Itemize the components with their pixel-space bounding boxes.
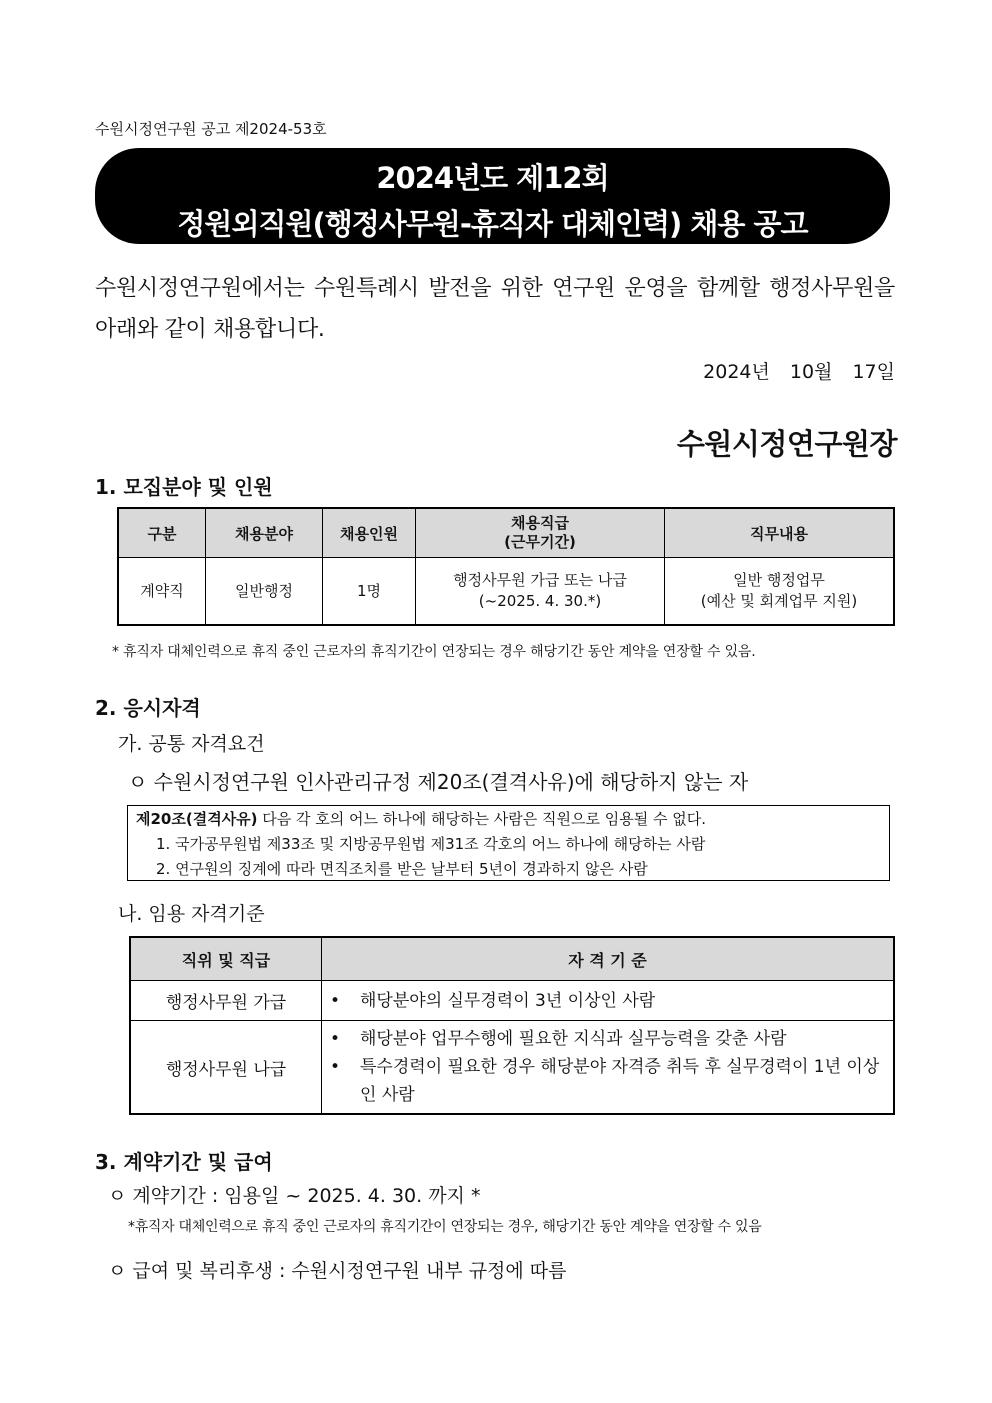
col-duty: 직무내용 [665, 508, 895, 558]
box-item2: 2. 연구원의 징계에 따라 면직조치를 받은 날부터 5년이 경과하지 않은 사람 [156, 860, 648, 878]
section1-heading: 1. 모집분야 및 인원 [95, 475, 273, 499]
notice-number: 수원시정연구원 공고 제2024-53호 [95, 120, 327, 138]
signer: 수원시정연구원장 [676, 427, 897, 461]
col-type: 구분 [118, 508, 206, 558]
col-field: 채용분야 [206, 508, 323, 558]
col-criteria: 자 격 기 준 [322, 937, 895, 981]
recruitment-table [117, 507, 895, 626]
col-period-label: (근무기간) [504, 533, 576, 551]
bullet-text: 해당분야의 실무경력이 3년 이상인 사람 [360, 990, 656, 1011]
bullet-text: 해당분야 업무수행에 필요한 지식과 실무능력을 갖춘 사람 [360, 1029, 787, 1049]
col-count: 채용인원 [323, 508, 416, 558]
table-header-row [130, 937, 894, 981]
cell-criteria [322, 1021, 895, 1115]
cell-duty-text: 일반 행정업무 [733, 571, 825, 589]
sub-heading-a: 가. 공통 자격요건 [118, 733, 265, 755]
salary-benefits: ㅇ 급여 및 복리후생 : 수원시정연구원 내부 규정에 따름 [108, 1260, 567, 1282]
list-item: • 특수경력이 필요한 경우 해당분야 자격증 취득 후 실무경력이 1년 이상인 사람 [330, 1053, 885, 1109]
table-row [130, 1021, 894, 1115]
cell-duty-detail: (예산 및 회계업무 지원) [700, 592, 858, 610]
qualification-table [129, 936, 895, 1115]
cell-period-text: (~2025. 4. 30.*) [478, 592, 602, 610]
section3-heading: 3. 계약기간 및 급여 [95, 1150, 273, 1174]
box-title: 제20조(결격사유) [136, 810, 258, 828]
cell-grade-text: 행정사무원 가급 또는 나급 [453, 571, 627, 589]
table-row [130, 981, 894, 1021]
bullet-text: 특수경력이 필요한 경우 해당분야 자격증 취득 후 실무경력이 1년 이상인 사람 [360, 1057, 880, 1105]
list-item: • 해당분야의 실무경력이 3년 이상인 사람 [330, 987, 885, 1015]
cell-count: 1명 [323, 558, 416, 626]
contract-period: ㅇ 계약기간 : 임용일 ~ 2025. 4. 30. 까지 * [108, 1185, 481, 1207]
title-banner [95, 148, 890, 244]
col-grade [416, 508, 665, 558]
title-line2: 정원외직원(행정사무원-휴직자 대체인력) 채용 공고 [177, 207, 808, 241]
box-item1: 1. 국가공무원법 제33조 및 지방공무원법 제31조 각호의 어느 하나에 해당하는 사람 [156, 835, 706, 853]
disqualification-box [127, 805, 890, 881]
section3-note: *휴직자 대체인력으로 휴직 중인 근로자의 휴직기간이 연장되는 경우, 해당기간 동안 계약을 연장할 수 있음 [128, 1219, 762, 1235]
notice-date: 2024년 10월 17일 [703, 361, 895, 383]
cell-grade: 행정사무원 가급 [130, 981, 322, 1021]
intro-paragraph: 수원시정연구원에서는 수원특례시 발전을 위한 연구원 운영을 함께할 행정사무원을 아래와 같이 채용합니다. [95, 276, 895, 342]
cell-criteria [322, 981, 895, 1021]
table-header-row [118, 508, 894, 558]
cell-field: 일반행정 [206, 558, 323, 626]
sub-heading-b: 나. 임용 자격기준 [118, 903, 265, 925]
table-row [118, 558, 894, 626]
col-grade-label: 채용직급 [511, 514, 569, 532]
cell-grade [416, 558, 665, 626]
col-position: 직위 및 직급 [130, 937, 322, 981]
cell-type: 계약직 [118, 558, 206, 626]
section2-heading: 2. 응시자격 [95, 696, 201, 720]
section1-note: * 휴직자 대체인력으로 휴직 중인 근로자의 휴직기간이 연장되는 경우 해당기간 동안 계약을 연장할 수 있음. [112, 644, 756, 660]
list-item: • 해당분야 업무수행에 필요한 지식과 실무능력을 갖춘 사람 [330, 1025, 885, 1053]
title-line1: 2024년도 제12회 [376, 161, 609, 195]
box-title-rest: 다음 각 호의 어느 하나에 해당하는 사람은 직원으로 임용될 수 없다. [257, 810, 706, 828]
cell-duty [665, 558, 895, 626]
circle-item: ㅇ 수원시정연구원 인사관리규정 제20조(결격사유)에 해당하지 않는 자 [128, 770, 749, 794]
cell-grade: 행정사무원 나급 [130, 1021, 322, 1115]
